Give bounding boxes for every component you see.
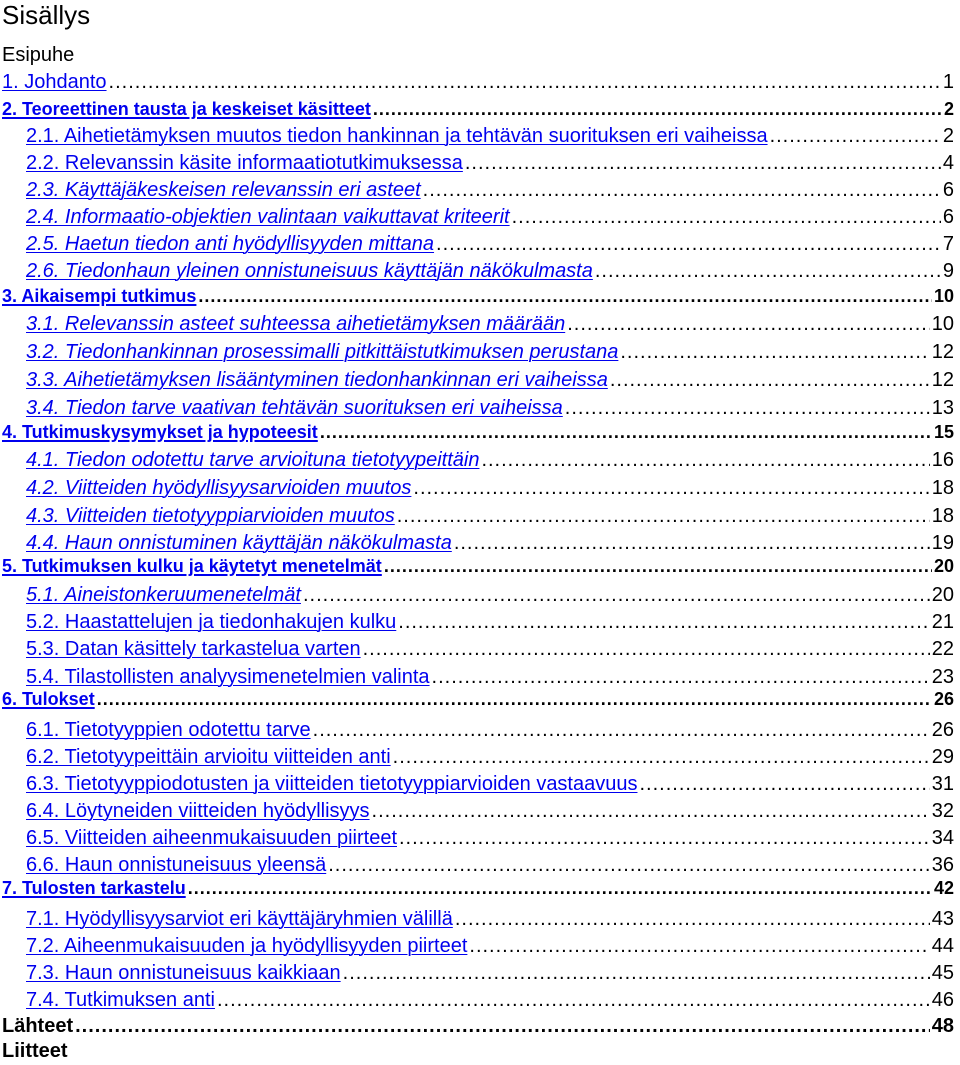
- toc-entry-label[interactable]: 5.1. Aineistonkeruumenetelmät: [26, 584, 301, 606]
- toc-leader-dots: [313, 719, 930, 742]
- toc-leader-dots: [393, 746, 930, 769]
- toc-entry-label[interactable]: 7.4. Tutkimuksen anti: [26, 989, 215, 1011]
- toc-page-number: 42: [933, 878, 954, 898]
- toc-entry-2-3[interactable]: [26, 177, 954, 204]
- toc-leader-dots: [481, 449, 929, 472]
- toc-page-number: 13: [931, 397, 954, 419]
- toc-leader-dots: [465, 152, 941, 175]
- toc-entry-7-2[interactable]: [26, 933, 954, 960]
- toc-leader-dots: [343, 962, 930, 985]
- toc-entry-label[interactable]: 3.3. Aihetietämyksen lisääntyminen tiedonhankinnan eri vaiheissa: [26, 369, 608, 391]
- toc-page-number: 6: [942, 179, 954, 201]
- toc-page-number: 18: [931, 505, 954, 527]
- toc-page-number: 43: [931, 908, 954, 930]
- toc-entry-6-5[interactable]: [26, 825, 954, 852]
- toc-entry-6-1[interactable]: [26, 717, 954, 744]
- toc-leader-dots: [423, 179, 941, 202]
- toc-leader-dots: [109, 71, 941, 94]
- toc-leader-dots: [303, 584, 930, 607]
- appendix-label: Liitteet: [2, 1040, 68, 1062]
- toc-page-number: 1: [942, 71, 954, 93]
- toc-page-number: 16: [931, 449, 954, 471]
- toc-page-number: 34: [931, 827, 954, 849]
- toc-page-number: 26: [933, 689, 954, 709]
- toc-entry-4-3[interactable]: [26, 503, 954, 530]
- toc-page-number: 12: [931, 341, 954, 363]
- toc-entry-label[interactable]: 4.2. Viitteiden hyödyllisyysarvioiden muutos: [26, 477, 412, 499]
- toc-leader-dots: [320, 422, 932, 443]
- toc-entry-label[interactable]: 6.4. Löytyneiden viitteiden hyödyllisyys: [26, 800, 370, 822]
- toc-entry-2-6[interactable]: [26, 258, 954, 285]
- toc-page-number: 2: [942, 125, 954, 147]
- toc-entry-label[interactable]: 2.3. Käyttäjäkeskeisen relevanssin eri asteet: [26, 179, 421, 201]
- toc-leader-dots: [620, 341, 929, 364]
- toc-page-number: 46: [931, 989, 954, 1011]
- toc-leader-dots: [397, 505, 930, 528]
- toc-entry-label[interactable]: 5. Tutkimuksen kulku ja käytetyt menetelmät: [2, 556, 382, 576]
- toc-leader-dots: [384, 556, 932, 577]
- toc-page-number: 4: [942, 152, 954, 174]
- toc-entry-6-3[interactable]: [26, 771, 954, 798]
- toc-entry-5-1[interactable]: [26, 582, 954, 609]
- toc-entry-2[interactable]: [2, 96, 954, 123]
- toc-leader-dots: [455, 908, 930, 931]
- toc-entry-4[interactable]: [2, 419, 954, 446]
- toc-page-number: 20: [933, 556, 954, 576]
- toc-entry-6-2[interactable]: [26, 744, 954, 771]
- preface-label: Esipuhe: [2, 44, 75, 66]
- toc-entry-3-4[interactable]: [26, 395, 954, 422]
- toc-entry-4-2[interactable]: [26, 475, 954, 502]
- toc-leader-dots: [373, 99, 942, 120]
- toc-page-number: 44: [931, 935, 954, 957]
- toc-entry-4-1[interactable]: [26, 447, 954, 474]
- toc-entry-label[interactable]: 2.5. Haetun tiedon anti hyödyllisyyden mittana: [26, 233, 435, 255]
- toc-entry-label[interactable]: 3.2. Tiedonhankinnan prosessimalli pitkittäistutkimuksen perustana: [26, 341, 619, 363]
- page-title: Sisällys: [2, 0, 91, 30]
- preface-heading: [2, 42, 74, 69]
- toc-entry-3-2[interactable]: [26, 339, 954, 366]
- toc-leader-dots: [198, 286, 932, 307]
- toc-entry-2-1[interactable]: [26, 123, 954, 150]
- toc-page-number: 6: [942, 206, 954, 228]
- toc-entry-label[interactable]: 5.3. Datan käsittely tarkastelua varten: [26, 638, 361, 660]
- toc-entry-label[interactable]: 3.4. Tiedon tarve vaativan tehtävän suorituksen eri vaiheissa: [26, 397, 563, 419]
- toc-entry-label[interactable]: 5.4. Tilastollisten analyysimenetelmien valinta: [26, 666, 430, 688]
- toc-leader-dots: [512, 206, 941, 229]
- toc-entry-label[interactable]: Lähteet: [2, 1015, 74, 1037]
- appendix-heading: [2, 1038, 68, 1065]
- toc-leader-dots: [398, 611, 929, 634]
- toc-entry-7-1[interactable]: [26, 906, 954, 933]
- toc-entry-2-4[interactable]: [26, 204, 954, 231]
- toc-entry-label[interactable]: 2. Teoreettinen tausta ja keskeiset käsitteet: [2, 99, 371, 119]
- toc-entry-3[interactable]: [2, 283, 954, 310]
- toc-leader-dots: [413, 477, 929, 500]
- toc-entry-label[interactable]: 2.2. Relevanssin käsite informaatiotutkimuksessa: [26, 152, 463, 174]
- toc-page-number: 21: [931, 611, 954, 633]
- toc-leader-dots: [639, 773, 929, 796]
- toc-entry-3-3[interactable]: [26, 367, 954, 394]
- toc-page-number: 12: [931, 369, 954, 391]
- toc-entry-label[interactable]: 6. Tulokset: [2, 689, 95, 709]
- toc-entry-label[interactable]: 2.4. Informaatio-objektien valintaan vaikuttavat kriteerit: [26, 206, 510, 228]
- toc-page-number: 29: [931, 746, 954, 768]
- toc-leader-dots: [610, 369, 930, 392]
- toc-leader-dots: [399, 827, 930, 850]
- toc-leader-dots: [97, 689, 932, 710]
- toc-entry-label[interactable]: 1. Johdanto: [2, 71, 107, 93]
- toc-entry-label[interactable]: 4.3. Viitteiden tietotyyppiarvioiden muutos: [26, 505, 395, 527]
- toc-entry-label[interactable]: 2.6. Tiedonhaun yleinen onnistuneisuus käyttäjän näkökulmasta: [26, 260, 593, 282]
- toc-entry-label[interactable]: 7.3. Haun onnistuneisuus kaikkiaan: [26, 962, 341, 984]
- toc-entry-3-1[interactable]: [26, 311, 954, 338]
- toc-leader-dots: [217, 989, 930, 1012]
- toc-entry-label[interactable]: 6.5. Viitteiden aiheenmukaisuuden piirteet: [26, 827, 397, 849]
- toc-page-number: 9: [942, 260, 954, 282]
- toc-entry-label[interactable]: 4. Tutkimuskysymykset ja hypoteesit: [2, 422, 318, 442]
- toc-page-number: 2: [943, 99, 954, 119]
- toc-entry-label[interactable]: 3.1. Relevanssin asteet suhteessa aihetietämyksen määrään: [26, 313, 566, 335]
- toc-page-number: 19: [931, 532, 954, 554]
- toc-page-number: 31: [931, 773, 954, 795]
- toc-page-number: 23: [931, 666, 954, 688]
- toc-entry-label[interactable]: 3. Aikaisempi tutkimus: [2, 286, 197, 306]
- toc-page-number: 10: [931, 313, 954, 335]
- toc-page-number: 22: [931, 638, 954, 660]
- toc-entry-label[interactable]: 6.2. Tietotyypeittäin arvioitu viitteiden anti: [26, 746, 391, 768]
- toc-page-number: 7: [942, 233, 954, 255]
- toc-page-number: 20: [931, 584, 954, 606]
- toc-entry-label[interactable]: 7.1. Hyödyllisyysarviot eri käyttäjäryhmien välillä: [26, 908, 453, 930]
- toc-entry-7-3[interactable]: [26, 960, 954, 987]
- toc-page-number: 18: [931, 477, 954, 499]
- toc-entry-label[interactable]: 6.1. Tietotyyppien odotettu tarve: [26, 719, 311, 741]
- toc-entry-references[interactable]: [2, 1013, 954, 1040]
- toc-entry-label[interactable]: 4.4. Haun onnistuminen käyttäjän näkökulmasta: [26, 532, 452, 554]
- toc-leader-dots: [436, 233, 941, 256]
- toc-entry-label[interactable]: 6.3. Tietotyyppiodotusten ja viitteiden tietotyyppiarvioiden vastaavuus: [26, 773, 638, 795]
- toc-leader-dots: [565, 397, 930, 420]
- toc-page-number: 32: [931, 800, 954, 822]
- toc-entry-1[interactable]: [2, 69, 954, 96]
- toc-page-number: 26: [931, 719, 954, 741]
- toc-entry-label[interactable]: 6.6. Haun onnistuneisuus yleensä: [26, 854, 327, 876]
- toc-leader-dots: [595, 260, 941, 283]
- toc-leader-dots: [328, 854, 930, 877]
- toc-entry-label[interactable]: 7.2. Aiheenmukaisuuden ja hyödyllisyyden piirteet: [26, 935, 468, 957]
- toc-leader-dots: [372, 800, 930, 823]
- toc-leader-dots: [75, 1015, 930, 1038]
- toc-page-number: 10: [933, 286, 954, 306]
- toc-entry-7[interactable]: [2, 875, 954, 902]
- toc-entry-2-5[interactable]: [26, 231, 954, 258]
- toc-entry-label[interactable]: 5.2. Haastattelujen ja tiedonhakujen kulku: [26, 611, 397, 633]
- toc-entry-label[interactable]: 7. Tulosten tarkastelu: [2, 878, 186, 898]
- toc-leader-dots: [469, 935, 929, 958]
- toc-leader-dots: [188, 878, 932, 899]
- toc-page-number: 36: [931, 854, 954, 876]
- toc-entry-label[interactable]: 4.1. Tiedon odotettu tarve arvioituna tietotyypeittäin: [26, 449, 480, 471]
- toc-leader-dots: [567, 313, 930, 336]
- toc-entry-2-2[interactable]: [26, 150, 954, 177]
- toc-page-number: 45: [931, 962, 954, 984]
- toc-entry-5[interactable]: [2, 553, 954, 580]
- toc-entry-6[interactable]: [2, 686, 954, 713]
- toc-entry-5-2[interactable]: [26, 609, 954, 636]
- toc-entry-6-4[interactable]: [26, 798, 954, 825]
- toc-entry-label[interactable]: 2.1. Aihetietämyksen muutos tiedon hankinnan ja tehtävän suorituksen eri vaiheissa: [26, 125, 768, 147]
- toc-leader-dots: [770, 125, 941, 148]
- toc-leader-dots: [363, 638, 930, 661]
- toc-entry-7-4[interactable]: [26, 987, 954, 1014]
- toc-leader-dots: [454, 532, 930, 555]
- toc-entry-5-3[interactable]: [26, 636, 954, 663]
- toc-page-number: 48: [931, 1015, 954, 1037]
- toc-page-number: 15: [933, 422, 954, 442]
